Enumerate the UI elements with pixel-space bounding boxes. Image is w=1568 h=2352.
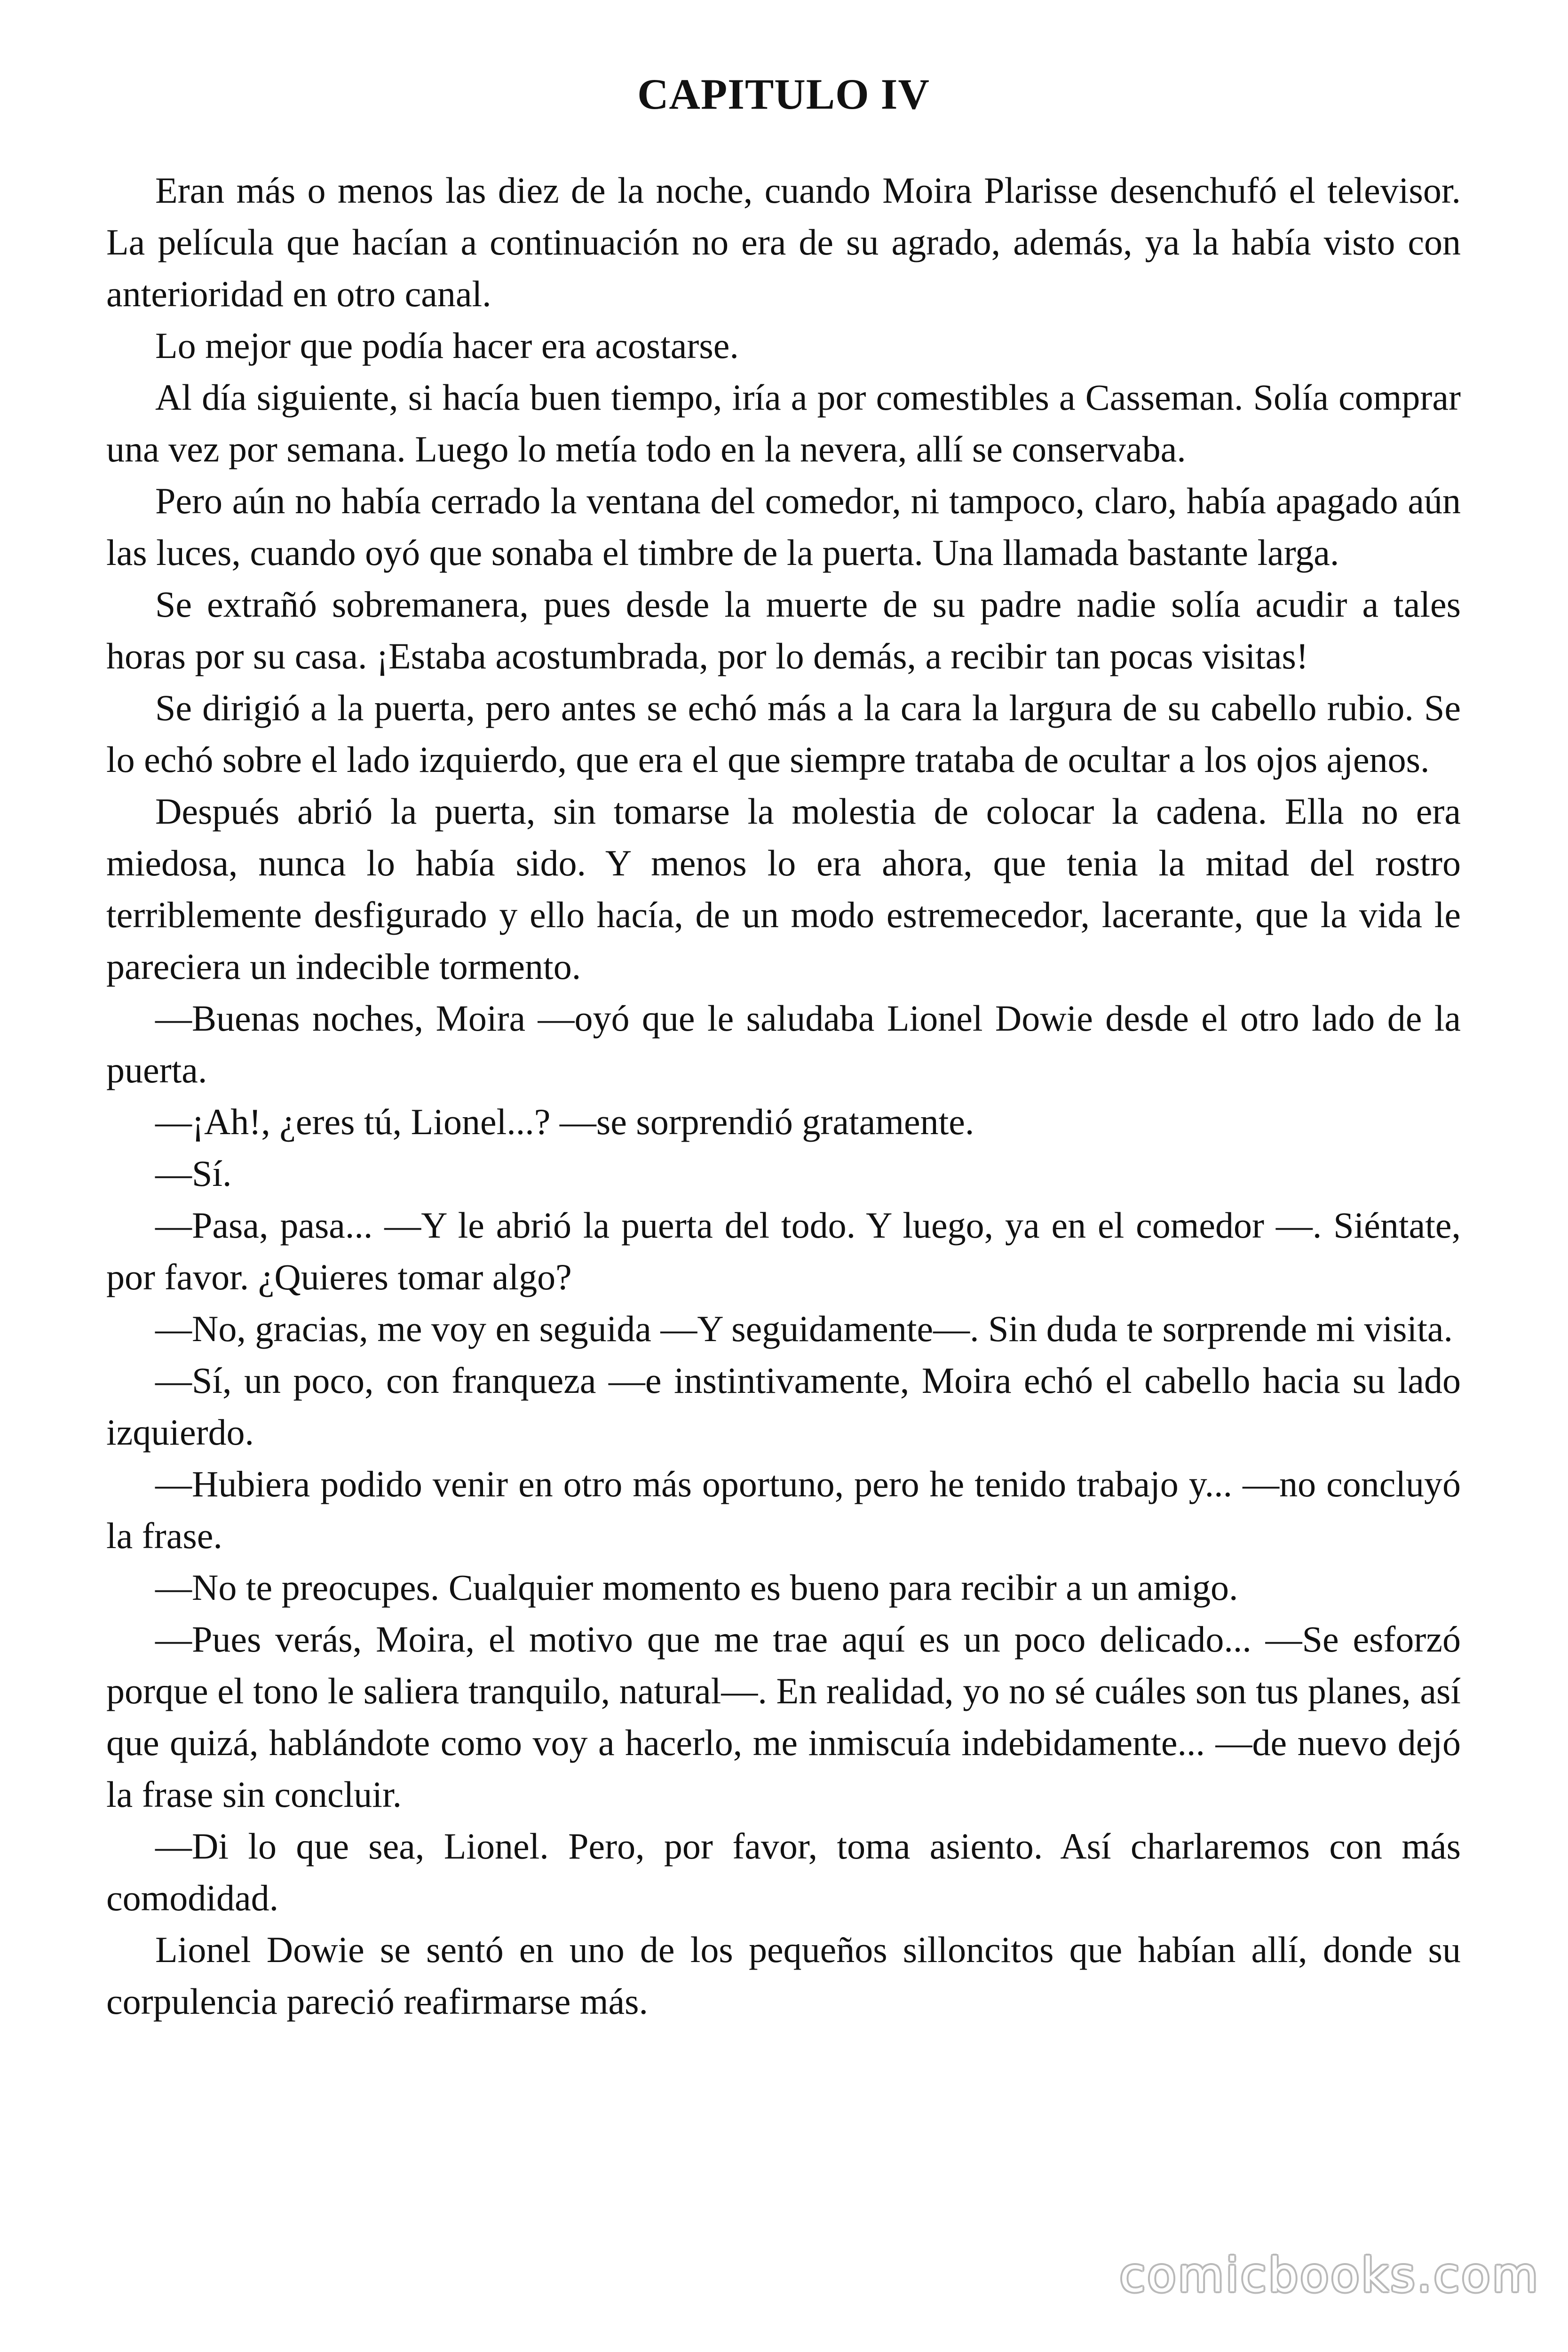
watermark: comicbooks.com [1119,2248,1540,2303]
paragraph: Eran más o menos las diez de la noche, cuando Moira Plarisse desenchufó el televisor. La película que hacían a continuación no era de su agrado, además, ya la había visto con anterioridad en otro canal. [106,170,1461,314]
paragraph: —Pasa, pasa... —Y le abrió la puerta del todo. Y luego, ya en el comedor —. Siéntate, por favor. ¿Quieres tomar algo? [106,1205,1461,1297]
paragraph: —¡Ah!, ¿eres tú, Lionel...? —se sorprendió gratamente. [155,1101,974,1142]
paragraph: —No, gracias, me voy en seguida —Y seguidamente—. Sin duda te sorprende mi visita. [155,1308,1453,1349]
paragraph: —Sí. [155,1153,232,1194]
paragraph: Después abrió la puerta, sin tomarse la molestia de colocar la cadena. Ella no era miedosa, nunca lo había sido. Y menos lo era ahora, que tenia la mitad del rostro terriblemente desfigurado y ello hacía, de un modo estremecedor, lacerante, que la vida le pareciera un indecible tormento. [106,791,1461,987]
paragraph: —No te preocupes. Cualquier momento es bueno para recibir a un amigo. [155,1567,1238,1608]
paragraph: Se extrañó sobremanera, pues desde la muerte de su padre nadie solía acudir a tales horas por su casa. ¡Estaba acostumbrada, por lo demás, a recibir tan pocas visitas! [106,584,1461,676]
paragraph: —Hubiera podido venir en otro más oportuno, pero he tenido trabajo y... —no concluyó la frase. [106,1463,1461,1556]
paragraph: Lo mejor que podía hacer era acostarse. [155,325,739,366]
paragraph: Al día siguiente, si hacía buen tiempo, iría a por comestibles a Casseman. Solía comprar una vez por semana. Luego lo metía todo en la nevera, allí se conservaba. [106,377,1461,469]
paragraph: Pero aún no había cerrado la ventana del comedor, ni tampoco, claro, había apagado aún las luces, cuando oyó que sonaba el timbre de la puerta. Una llamada bastante larga. [106,480,1461,573]
paragraph: —Buenas noches, Moira —oyó que le saludaba Lionel Dowie desde el otro lado de la puerta. [106,998,1461,1090]
paragraph: Se dirigió a la puerta, pero antes se echó más a la cara la largura de su cabello rubio. Se lo echó sobre el lado izquierdo, que era el que siempre trataba de ocultar a los ojos ajenos. [106,687,1461,780]
document-page [106,66,1461,2027]
body-text [106,165,1461,2027]
paragraph: Lionel Dowie se sentó en uno de los pequeños silloncitos que habían allí, donde su corpulencia pareció reafirmarse más. [106,1929,1461,2022]
paragraph: —Pues verás, Moira, el motivo que me trae aquí es un poco delicado... —Se esforzó porque el tono le saliera tranquilo, natural—. En realidad, yo no sé cuáles son tus planes, así que quizá, hablándote como voy a hacerlo, me inmiscuía indebidamente... —de nuevo dejó la frase sin concluir. [106,1619,1461,1815]
chapter-title: CAPITULO IV [637,70,930,118]
paragraph: —Sí, un poco, con franqueza —e instintivamente, Moira echó el cabello hacia su lado izquierdo. [106,1360,1461,1453]
paragraph: —Di lo que sea, Lionel. Pero, por favor, toma asiento. Así charlaremos con más comodidad. [106,1826,1461,1918]
